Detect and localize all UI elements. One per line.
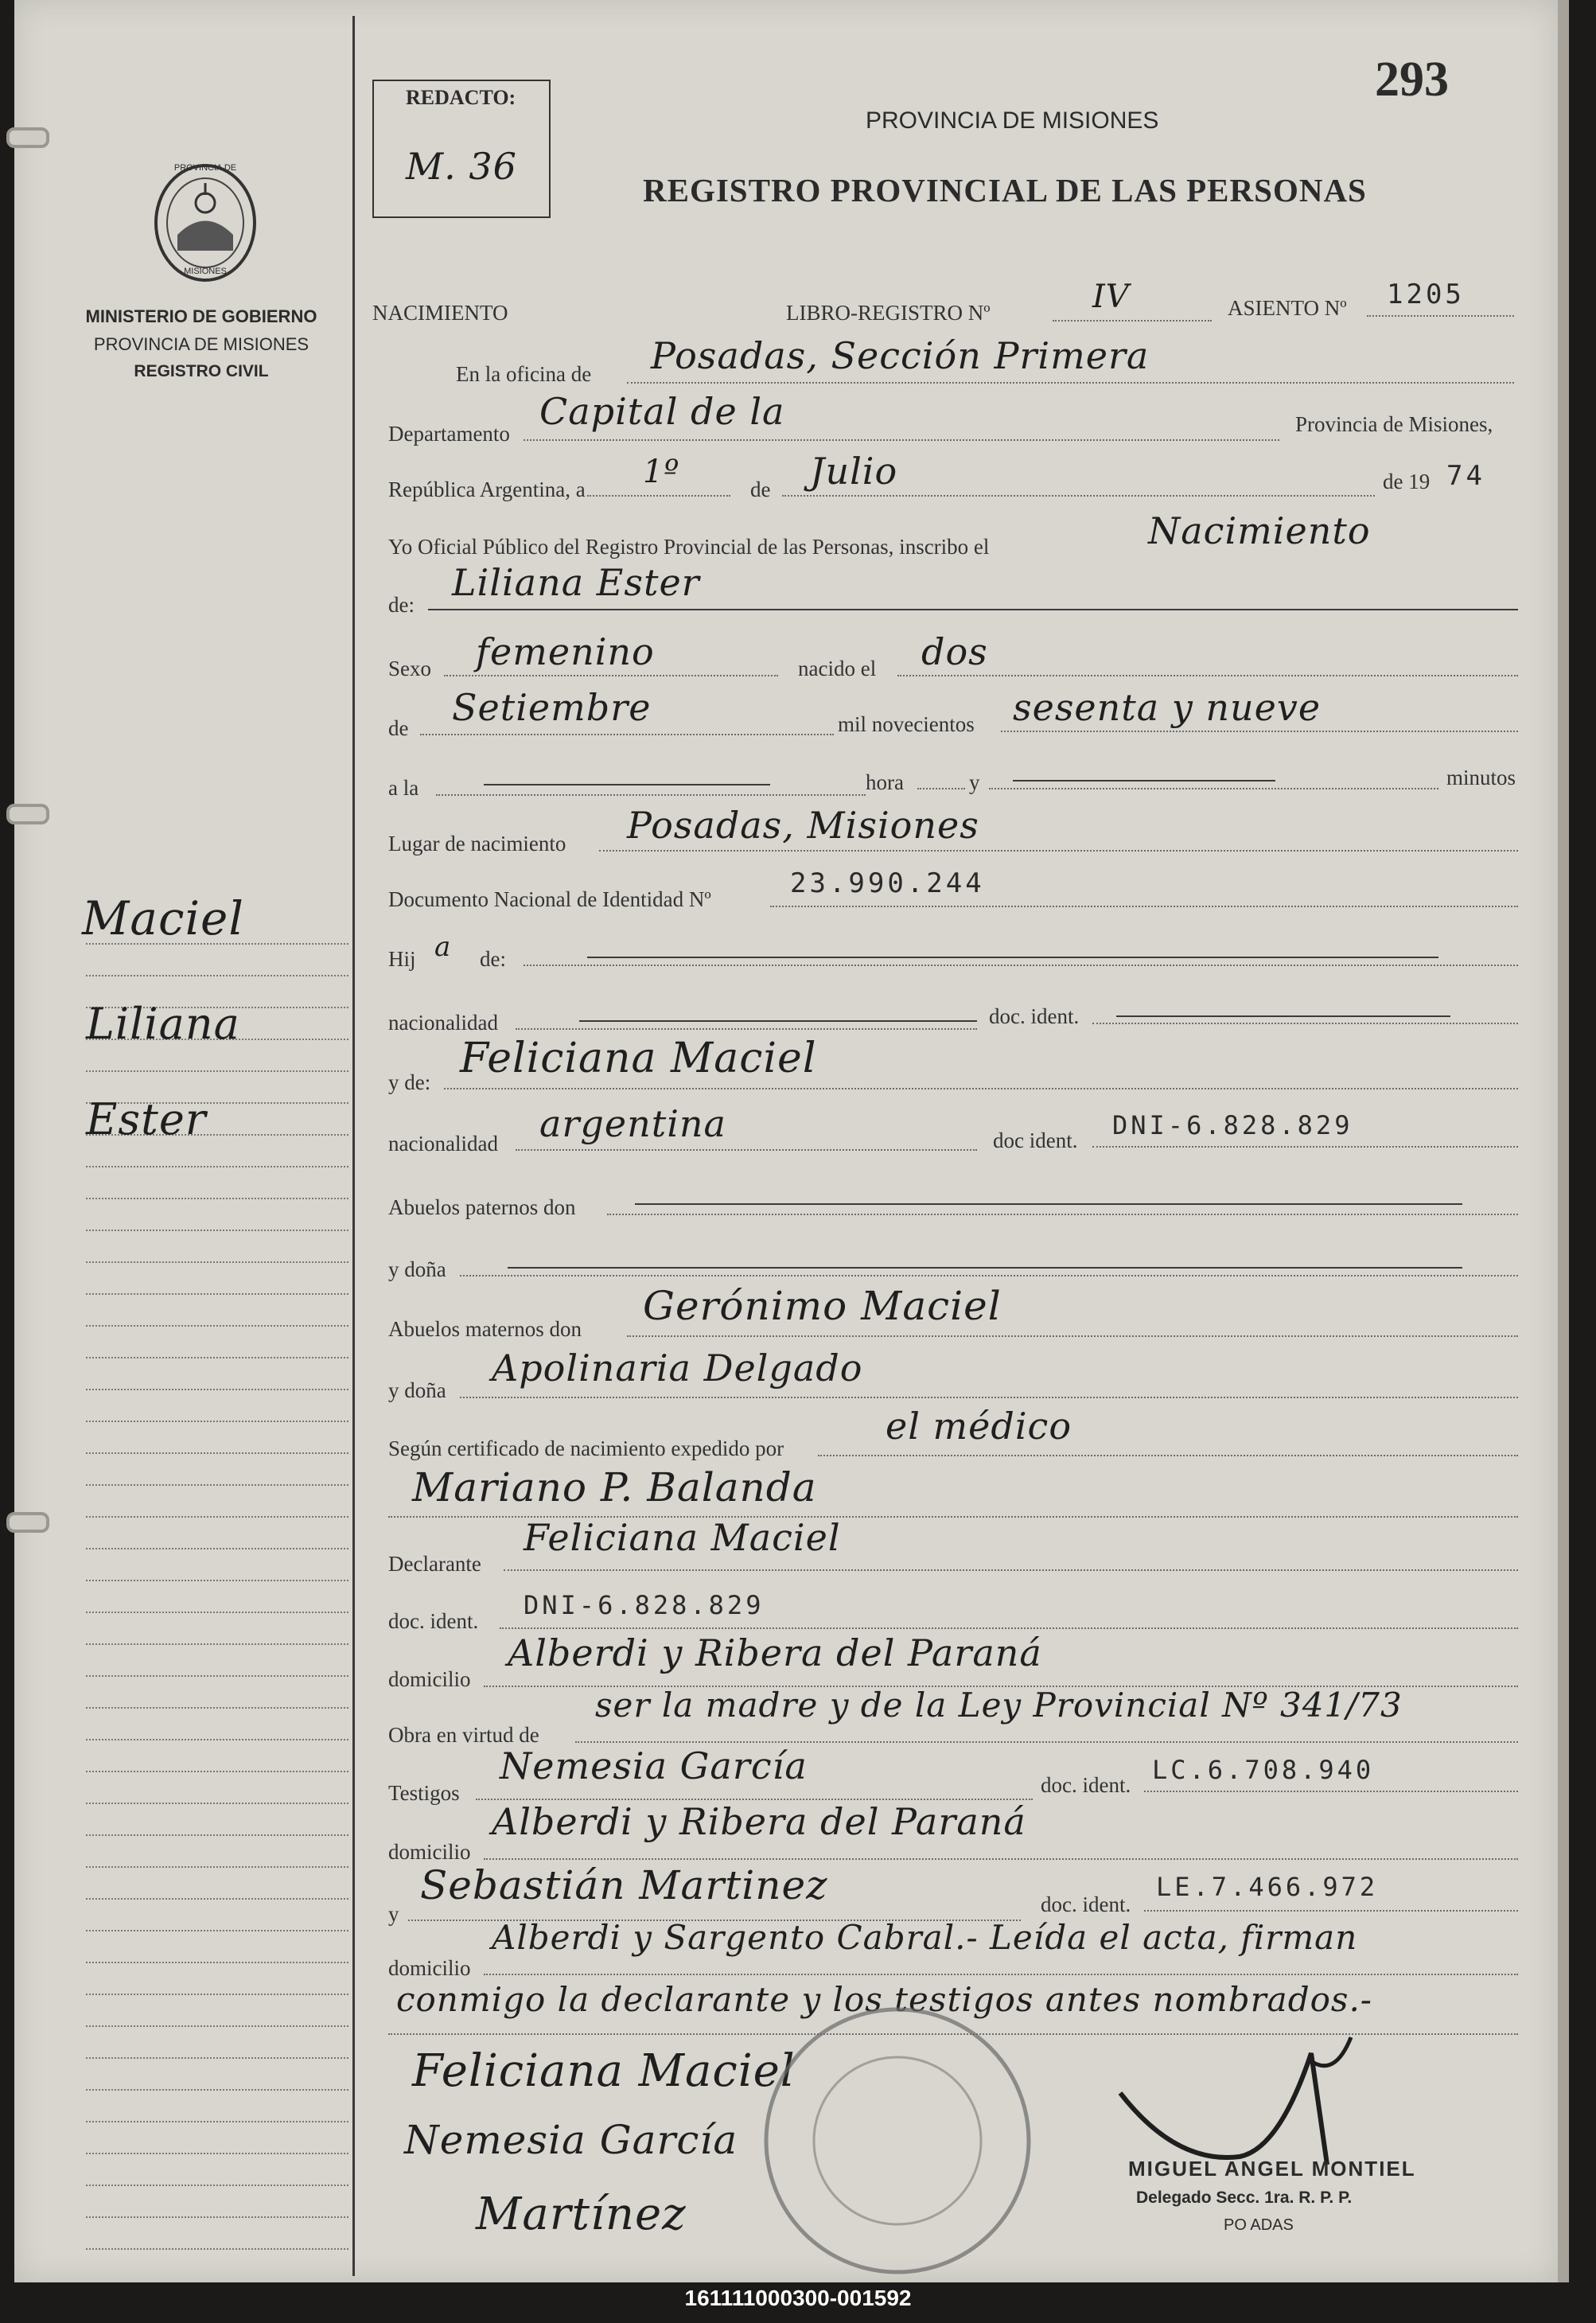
binding-ring xyxy=(6,127,49,148)
sidebar-dotted-line xyxy=(86,2089,348,2091)
redacto-value: M. 36 xyxy=(406,145,517,188)
inscribo-value: Nacimiento xyxy=(1148,509,1371,552)
column-divider xyxy=(352,16,355,2276)
header-province: PROVINCIA DE MISIONES xyxy=(866,107,1159,134)
domicilio2-value: Alberdi y Ribera del Paraná xyxy=(492,1800,1026,1843)
sidebar-dotted-line xyxy=(86,1230,348,1231)
sexo-value: femenino xyxy=(476,630,655,673)
redacto-box xyxy=(372,80,551,218)
dni-label: Documento Nacional de Identidad Nº xyxy=(388,887,711,911)
seal-text-bottom: MISIONES xyxy=(184,267,227,276)
signature-testigo1: Nemesia García xyxy=(404,2117,738,2163)
footer-code: 161111000300-001592 xyxy=(684,2286,912,2310)
signature-testigo2: Martínez xyxy=(476,2189,687,2240)
domicilio1-label: domicilio xyxy=(388,1667,471,1691)
inscribo-label: Yo Oficial Público del Registro Provincial de las Personas, inscribo el xyxy=(388,535,990,559)
sidebar-dotted-line xyxy=(86,2057,348,2059)
asiento-label: ASIENTO Nº xyxy=(1228,296,1347,320)
hora-label: hora xyxy=(866,770,904,794)
docident5-value: LE.7.466.972 xyxy=(1156,1872,1379,1902)
docident4-value: LC.6.708.940 xyxy=(1152,1755,1375,1785)
domicilio1-value: Alberdi y Ribera del Paraná xyxy=(508,1631,1042,1674)
sidebar-province: PROVINCIA DE MISIONES xyxy=(93,334,309,354)
official-stamp-icon xyxy=(754,1998,1041,2284)
sidebar-dotted-line xyxy=(86,1325,348,1327)
sidebar-dotted-line xyxy=(86,1739,348,1740)
y2-label: y xyxy=(388,1902,399,1926)
sidebar-dotted-line xyxy=(86,2185,348,2186)
nacionalidad2-value: argentina xyxy=(539,1102,726,1145)
docident1-label: doc. ident. xyxy=(989,1004,1080,1028)
sidebar-surname: Maciel xyxy=(82,891,244,945)
sidebar-dotted-line xyxy=(86,1962,348,1963)
signature-declarante: Feliciana Maciel xyxy=(412,2045,796,2097)
sidebar-dotted-line xyxy=(86,1866,348,1868)
de-label: de xyxy=(750,477,771,501)
sidebar-dotted-line xyxy=(86,1612,348,1613)
de2-label: de xyxy=(388,716,409,740)
sidebar-dotted-line xyxy=(86,2248,348,2250)
sidebar-dotted-line xyxy=(86,1261,348,1263)
sidebar-dotted-line xyxy=(86,1898,348,1900)
dni-value: 23.990.244 xyxy=(790,867,985,899)
lugar-value: Posadas, Misiones xyxy=(627,804,979,847)
nacionalidad2-label: nacionalidad xyxy=(388,1132,498,1156)
seal-text-top: PROVINCIA DE xyxy=(173,163,237,173)
nacido-label: nacido el xyxy=(798,657,877,680)
hij-label: Hij xyxy=(388,947,416,971)
oficina-value: Posadas, Sección Primera xyxy=(651,334,1150,377)
sidebar-dotted-line xyxy=(86,1930,348,1931)
docident5-label: doc. ident. xyxy=(1041,1892,1131,1916)
sidebar-dotted-line xyxy=(86,1389,348,1390)
sidebar-dotted-line xyxy=(86,1548,348,1549)
docident2-label: doc ident. xyxy=(993,1128,1078,1152)
asiento-value: 1205 xyxy=(1387,279,1465,310)
sidebar-dotted-line xyxy=(86,1643,348,1645)
mes-value: Julio xyxy=(810,450,898,493)
anio-nacimiento-value: sesenta y nueve xyxy=(1013,686,1322,729)
sidebar-dotted-line xyxy=(86,1834,348,1836)
sidebar-dotted-line xyxy=(86,2025,348,2027)
nombre-value: Liliana Ester xyxy=(452,561,700,604)
official-name: MIGUEL ANGEL MONTIEL xyxy=(1128,2157,1416,2181)
sexo-label: Sexo xyxy=(388,657,431,680)
abuelos-paternos-label: Abuelos paternos don xyxy=(388,1195,576,1219)
page-number: 293 xyxy=(1375,53,1449,107)
hij-de-label: de: xyxy=(480,947,506,971)
sidebar-dotted-line xyxy=(86,1293,348,1295)
header-title: REGISTRO PROVINCIAL DE LAS PERSONAS xyxy=(643,172,1367,209)
de-nombre-label: de: xyxy=(388,593,415,617)
sidebar-dotted-line xyxy=(86,1452,348,1454)
anio-value: 74 xyxy=(1446,460,1485,492)
abuelos-maternos-label: Abuelos maternos don xyxy=(388,1317,582,1341)
domicilio3-value: Alberdi y Sargento Cabral.- Leída el acta, firman xyxy=(492,1918,1358,1957)
binding-ring xyxy=(6,804,49,824)
cierre-value: conmigo la declarante y los testigos antes nombrados.- xyxy=(396,1980,1372,2019)
binding-ring xyxy=(6,1512,49,1533)
official-role: Delegado Secc. 1ra. R. P. P. xyxy=(1136,2189,1353,2207)
sidebar-dotted-line xyxy=(86,1707,348,1709)
domicilio2-label: domicilio xyxy=(388,1840,471,1864)
y-label: y xyxy=(969,770,980,794)
sidebar-second-name: Ester xyxy=(86,1094,207,1144)
nacido-value: dos xyxy=(921,630,988,673)
obra-value: ser la madre y de la Ley Provincial Nº 341/73 xyxy=(595,1686,1403,1725)
nacionalidad1-label: nacionalidad xyxy=(388,1011,498,1035)
hij-suffix: a xyxy=(434,931,452,963)
lugar-label: Lugar de nacimiento xyxy=(388,832,566,856)
sidebar-dotted-line xyxy=(86,1803,348,1804)
mil-label: mil novecientos xyxy=(838,712,975,736)
sidebar-dotted-line xyxy=(86,1198,348,1199)
nacimiento-heading: NACIMIENTO xyxy=(372,301,508,325)
sidebar-dotted-line xyxy=(86,1994,348,1995)
de19-label: de 19 xyxy=(1383,470,1431,493)
sidebar-dotted-line xyxy=(86,1771,348,1772)
dia-value: 1º xyxy=(643,454,680,490)
testigos-label: Testigos xyxy=(388,1781,460,1805)
ministry-name: MINISTERIO DE GOBIERNO xyxy=(85,306,317,326)
sidebar-dotted-line xyxy=(86,2216,348,2218)
declarante-label: Declarante xyxy=(388,1552,481,1576)
docident3-label: doc. ident. xyxy=(388,1609,479,1633)
madre-value: Feliciana Maciel xyxy=(460,1035,817,1082)
y-dona2-label: y doña xyxy=(388,1378,446,1402)
y-dona1-label: y doña xyxy=(388,1257,446,1281)
abuelo-materno-value: Gerónimo Maciel xyxy=(643,1283,1002,1329)
provincia-label: Provincia de Misiones, xyxy=(1295,412,1493,436)
testigo2-value: Sebastián Martinez xyxy=(420,1862,828,1908)
sidebar-dotted-line xyxy=(86,1516,348,1518)
mes-nacimiento-value: Setiembre xyxy=(452,686,652,729)
oficina-label: En la oficina de xyxy=(456,362,592,386)
medico-value: Mariano P. Balanda xyxy=(412,1464,817,1510)
sidebar-dotted-line xyxy=(86,975,348,976)
republica-label: República Argentina, a xyxy=(388,477,586,501)
sidebar-dotted-line xyxy=(86,1675,348,1677)
sidebar-dotted-line xyxy=(86,1421,348,1422)
registry-name: REGISTRO CIVIL xyxy=(134,362,269,380)
docident3-value: DNI-6.828.829 xyxy=(524,1590,765,1620)
declarante-value: Feliciana Maciel xyxy=(524,1516,841,1559)
certificado-value: el médico xyxy=(886,1405,1072,1448)
docident4-label: doc. ident. xyxy=(1041,1773,1131,1797)
sidebar-dotted-line xyxy=(86,1070,348,1072)
sidebar-dotted-line xyxy=(86,1484,348,1486)
certificado-label: Según certificado de nacimiento expedido por xyxy=(388,1436,784,1460)
minutos-label: minutos xyxy=(1446,766,1516,789)
docident2-value: DNI-6.828.829 xyxy=(1112,1110,1353,1140)
sidebar-dotted-line xyxy=(86,1580,348,1581)
y-de-label: y de: xyxy=(388,1070,431,1094)
sidebar-dotted-line xyxy=(86,2121,348,2122)
sidebar-dotted-line xyxy=(86,2153,348,2154)
domicilio3-label: domicilio xyxy=(388,1956,471,1980)
abuela-materna-value: Apolinaria Delgado xyxy=(492,1347,863,1390)
obra-label: Obra en virtud de xyxy=(388,1723,539,1747)
register-page xyxy=(14,0,1569,2282)
sidebar-dotted-line xyxy=(86,1166,348,1167)
departamento-label: Departamento xyxy=(388,422,510,446)
redacto-label: REDACTO: xyxy=(406,86,516,109)
ala-label: a la xyxy=(388,776,419,800)
libro-label: LIBRO-REGISTRO Nº xyxy=(786,301,991,325)
sidebar-dotted-line xyxy=(86,1357,348,1358)
departamento-value: Capital de la xyxy=(539,390,785,433)
official-place: PO ADAS xyxy=(1224,2216,1294,2234)
testigo1-value: Nemesia García xyxy=(500,1744,808,1787)
libro-value: IV xyxy=(1092,279,1130,315)
sidebar-first-name: Liliana xyxy=(86,999,240,1049)
